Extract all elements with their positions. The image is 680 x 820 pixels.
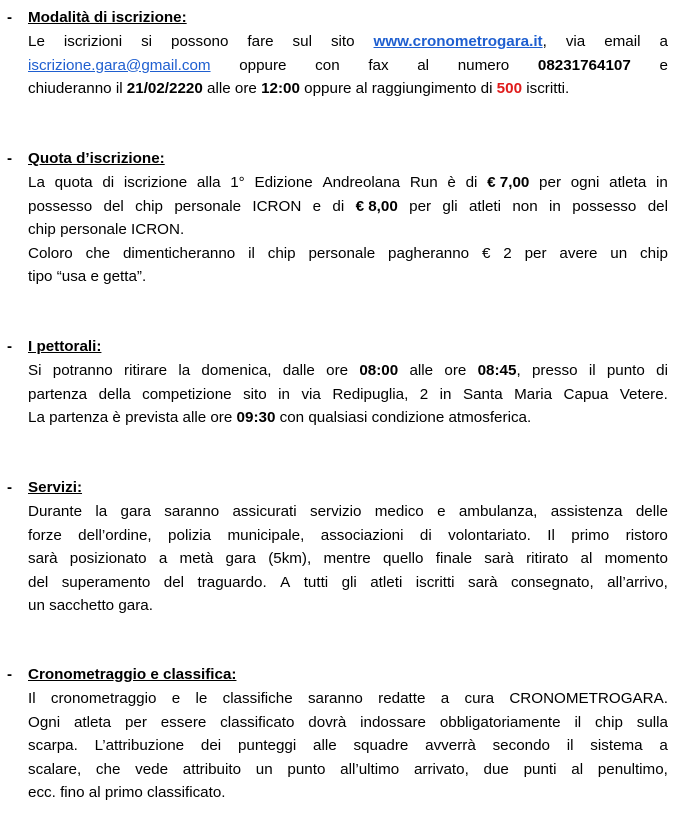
text-run: scalare, <box>28 760 82 778</box>
email-link[interactable]: iscrizione.gara@gmail.com <box>28 56 211 74</box>
text-run: municipale, <box>227 526 305 544</box>
punctuation: , <box>516 362 521 379</box>
text-run: Vetere. <box>619 385 668 403</box>
text-run: possesso <box>28 197 93 215</box>
text-run: Le <box>28 33 45 50</box>
text-run: la <box>95 503 108 520</box>
text-line <box>28 571 668 595</box>
text-run: ritirato <box>526 550 569 568</box>
text-run: al <box>417 56 430 74</box>
text-line <box>28 359 668 383</box>
section-title: Modalità di iscrizione: <box>28 9 187 26</box>
text-line <box>28 687 668 711</box>
text-run: L’attribuzione <box>94 737 185 755</box>
text-run: le <box>195 690 208 707</box>
text-line <box>28 171 668 195</box>
text-line <box>28 265 668 289</box>
section-body <box>28 500 668 618</box>
text-run: Santa <box>462 385 503 403</box>
text-run: oppure <box>239 56 287 74</box>
bold-value: 08:45 <box>477 362 517 379</box>
bullet-dash: - <box>7 338 13 355</box>
text-line <box>28 500 668 524</box>
text-run: delle <box>635 503 668 520</box>
text-run: classifiche <box>222 690 293 707</box>
text-run: che <box>95 760 121 778</box>
text-run: Il <box>28 690 36 707</box>
text-run: A <box>280 573 291 591</box>
text-run: dimenticheranno <box>122 244 236 262</box>
text-run: via <box>565 33 586 50</box>
text-run: posizionato <box>69 550 147 568</box>
text-run: squadre <box>353 737 409 755</box>
text-run: sito <box>330 33 355 50</box>
text-run: Edizione <box>254 174 313 191</box>
text-run: metà <box>179 550 214 568</box>
text-run: a <box>659 33 668 50</box>
text-run: medico <box>374 503 424 520</box>
text-run: associazioni <box>320 526 404 544</box>
text-run: momento <box>604 550 668 568</box>
text-run: scarpa. <box>28 737 78 755</box>
punctuation: , <box>542 33 547 50</box>
bullet-dash: - <box>7 479 13 496</box>
text-run: un <box>255 760 273 778</box>
text-run: via <box>301 385 321 403</box>
text-run: tutti <box>303 573 329 591</box>
text-run: Durante <box>28 503 83 520</box>
text-run: superamento <box>61 573 151 591</box>
text-run: redatte <box>378 690 426 707</box>
text-line <box>28 54 668 78</box>
text-run: 1° <box>230 174 245 191</box>
text-run: punti <box>523 760 557 778</box>
text-run: ristoro <box>625 526 668 544</box>
text-run: chip <box>595 713 623 731</box>
text-run: due <box>483 760 509 778</box>
text-run: sistema <box>590 737 643 755</box>
text-run: domenica, <box>201 362 272 379</box>
text-run: penultimo, <box>597 760 668 778</box>
text-run: alla <box>196 174 221 191</box>
text-run: e <box>437 503 446 520</box>
text-line <box>28 218 668 242</box>
text-run: essere <box>160 713 207 731</box>
text-run: cura <box>464 690 495 707</box>
text-run: CRONOMETROGARA. <box>509 690 668 707</box>
text-run: oppure al raggiungimento di <box>299 80 497 98</box>
text-run: ore <box>326 362 349 379</box>
text-run: chip <box>640 244 668 262</box>
text-run: e <box>171 690 181 707</box>
text-run: iscritti. <box>522 80 570 98</box>
bold-value: 09:30 <box>236 409 276 427</box>
text-run: e <box>312 197 322 215</box>
text-run: sarà <box>467 573 498 591</box>
text-run: numero <box>457 56 510 74</box>
text-run: un <box>610 244 628 262</box>
text-run: ritirare <box>124 362 168 379</box>
word-group <box>374 30 547 54</box>
text-run: potranno <box>52 362 113 379</box>
bullet-dash: - <box>7 150 13 167</box>
text-run: il <box>566 737 574 755</box>
text-line <box>28 781 668 805</box>
text-run: Redipuglia, <box>332 385 409 403</box>
text-run: si <box>141 33 153 50</box>
text-run: che <box>85 244 111 262</box>
bold-value: 21/02/2220 <box>126 80 203 98</box>
text-run: Il <box>547 526 555 544</box>
text-line <box>28 242 668 266</box>
text-run: un sacchetto gara. <box>28 597 153 615</box>
text-run: di <box>465 174 478 191</box>
text-run: del <box>647 197 668 215</box>
text-run: in <box>439 385 452 403</box>
text-run: per <box>124 713 147 731</box>
text-run: al <box>580 550 593 568</box>
text-run: di <box>419 526 432 544</box>
text-run: iscritti <box>415 573 455 591</box>
text-run: obbligatoriamente <box>439 713 561 731</box>
section-title: Servizi: <box>28 479 83 496</box>
section-title: Cronometraggio e classifica: <box>28 666 237 683</box>
text-run: in <box>655 174 668 191</box>
text-run: saranno <box>164 503 220 520</box>
text-run: gara <box>120 503 151 520</box>
text-run: sito <box>243 385 267 403</box>
text-line <box>28 195 668 219</box>
text-run: alle <box>313 737 337 755</box>
text-run: Si <box>28 362 42 379</box>
bullet-dash: - <box>7 9 13 26</box>
text-run: avere <box>559 244 598 262</box>
text-run: a <box>440 690 450 707</box>
text-run: quello <box>382 550 424 568</box>
text-line <box>28 30 668 54</box>
text-run: iscrizioni <box>63 33 123 50</box>
bold-value: € 8,00 <box>355 197 398 215</box>
text-run: fare <box>247 33 274 50</box>
text-run: fax <box>368 56 389 74</box>
bold-value: € 7,00 <box>487 174 530 191</box>
text-run: mentre <box>323 550 371 568</box>
text-run: dalle <box>282 362 315 379</box>
text-run: ogni <box>570 174 600 191</box>
section-body <box>28 171 668 289</box>
text-line <box>28 734 668 758</box>
section-title: Quota d’iscrizione: <box>28 150 165 167</box>
text-run: atleti <box>468 197 502 215</box>
text-run: per <box>409 197 432 215</box>
text-run: chip <box>267 244 296 262</box>
text-run: il <box>588 362 596 379</box>
text-run: gara <box>225 550 256 568</box>
text-run: possesso <box>572 197 637 215</box>
text-run: dei <box>200 737 222 755</box>
text-run: del <box>28 573 49 591</box>
text-run: vede <box>135 760 169 778</box>
text-run: chip personale ICRON. <box>28 221 185 239</box>
bold-value: 08:00 <box>359 362 399 379</box>
text-run: a <box>659 737 668 755</box>
text-run: della <box>98 385 131 403</box>
text-line <box>28 547 668 571</box>
text-line <box>28 711 668 735</box>
text-run: del <box>103 197 124 215</box>
text-run: servizio <box>309 503 362 520</box>
text-run: per <box>524 244 547 262</box>
text-run: assistenza <box>550 503 623 520</box>
text-run: di <box>656 362 668 379</box>
text-run: 2 <box>503 244 512 262</box>
text-run: punto <box>606 362 645 379</box>
text-run: avverrà <box>425 737 476 755</box>
text-run: ICRON <box>252 197 302 215</box>
text-run: il <box>574 713 582 731</box>
text-run: primo <box>571 526 610 544</box>
section-body <box>28 30 668 101</box>
text-run: alle ore <box>202 80 262 98</box>
text-run: all’arrivo, <box>607 573 668 591</box>
text-run: Capua <box>563 385 609 403</box>
text-run: non <box>512 197 538 215</box>
text-run: pagheranno <box>388 244 470 262</box>
text-run: quota <box>54 174 93 191</box>
section-body <box>28 687 668 805</box>
text-run: € <box>481 244 491 262</box>
highlight-value: 500 <box>496 80 523 98</box>
text-line <box>28 77 668 101</box>
text-run: presso <box>531 362 578 379</box>
text-run: punto <box>287 760 326 778</box>
text-run: sarà <box>484 550 514 568</box>
text-run: sulla <box>636 713 668 731</box>
text-run: personale <box>308 244 376 262</box>
text-run: competizione <box>142 385 232 403</box>
text-run: arrivato, <box>413 760 469 778</box>
bold-value: 12:00 <box>261 80 300 98</box>
text-run: polizia <box>168 526 212 544</box>
text-run: a <box>158 550 168 568</box>
website-link[interactable]: www.cronometrogara.it <box>373 33 543 50</box>
text-run: punteggi <box>237 737 297 755</box>
text-run: possono <box>171 33 229 50</box>
text-run: Ogni <box>28 713 61 731</box>
text-run: indossare <box>360 713 426 731</box>
bold-value: 08231764107 <box>537 56 631 74</box>
word-group <box>478 359 521 383</box>
section-body <box>28 359 668 430</box>
text-run: al <box>571 760 584 778</box>
text-line <box>28 406 668 430</box>
text-run: atleti <box>370 573 403 591</box>
text-run: ecc. fino al primo classificato. <box>28 784 226 802</box>
text-run: attribuito <box>182 760 242 778</box>
text-line <box>28 594 668 618</box>
text-run: di <box>102 174 115 191</box>
text-run: con <box>315 56 340 74</box>
text-run: atleta <box>609 174 647 191</box>
text-run: dell’ordine, <box>78 526 152 544</box>
text-run: saranno <box>307 690 363 707</box>
text-run: classificato <box>220 713 295 731</box>
text-run: email <box>604 33 641 50</box>
text-run: assicurati <box>232 503 297 520</box>
text-run: (5km), <box>268 550 312 568</box>
text-run: cronometraggio <box>50 690 157 707</box>
text-run: forze <box>28 526 62 544</box>
text-run: chiuderanno il <box>28 80 127 98</box>
text-run: La <box>28 174 45 191</box>
text-run: del <box>163 573 185 591</box>
text-run: la <box>178 362 191 379</box>
text-run: iscrizione <box>123 174 188 191</box>
text-run: Maria <box>514 385 553 403</box>
text-run: sul <box>292 33 312 50</box>
text-run: 2 <box>419 385 429 403</box>
text-run: consegnato, <box>510 573 594 591</box>
text-line <box>28 383 668 407</box>
text-run: finale <box>435 550 473 568</box>
text-run: alle <box>409 362 434 379</box>
text-run: gli <box>442 197 458 215</box>
text-run: dovrà <box>308 713 347 731</box>
text-run: ambulanza, <box>458 503 538 520</box>
text-run: personale <box>174 197 242 215</box>
text-run: ore <box>444 362 467 379</box>
bullet-dash: - <box>7 666 13 683</box>
text-run: secondo <box>492 737 550 755</box>
text-run: con qualsiasi condizione atmosferica. <box>275 409 532 427</box>
text-run: all’ultimo <box>340 760 400 778</box>
text-run: in <box>278 385 290 403</box>
text-run: Andreolana <box>322 174 401 191</box>
text-run: in <box>549 197 561 215</box>
text-run: è <box>447 174 456 191</box>
text-run: il <box>248 244 255 262</box>
text-run: partenza <box>28 385 88 403</box>
text-run: Coloro <box>28 244 73 262</box>
text-run: volontariato. <box>448 526 531 544</box>
section-title: I pettorali: <box>28 338 102 355</box>
text-run: La partenza è prevista alle ore <box>28 409 237 427</box>
text-run: traguardo. <box>197 573 267 591</box>
text-line <box>28 758 668 782</box>
text-run: e <box>659 56 668 74</box>
text-run: per <box>539 174 561 191</box>
text-run: di <box>332 197 345 215</box>
text-run: Run <box>409 174 438 191</box>
text-run: chip <box>135 197 163 215</box>
text-run: sarà <box>28 550 58 568</box>
text-line <box>28 524 668 548</box>
text-run: tipo “usa e getta”. <box>28 268 147 286</box>
text-run: atleta <box>73 713 112 731</box>
text-run: gli <box>341 573 357 591</box>
